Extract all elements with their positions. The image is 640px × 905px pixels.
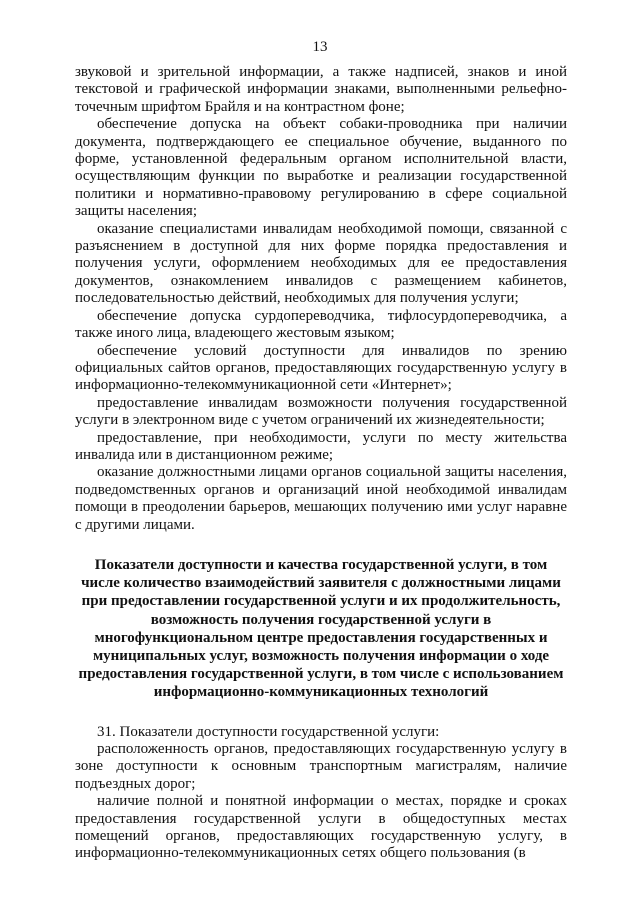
paragraph-guide-dog: обеспечение допуска на объект собаки-проводника при наличии документа, подтверждающего ее специальное обучение, выданного по форме, установленной федеральным органом исполнительной власти, осуществляющим функции по выработке и реализации государственной политики и нормативно-правовому регулированию в сфере социальной защиты населения; xyxy=(75,116,567,220)
paragraph-information: наличие полной и понятной информации о местах, порядке и сроках предоставления государственной услуги в общедоступных местах помещений органов, предоставляющих государственную услугу, в информационно-телекоммуникационных сетях общего пользования (в xyxy=(75,793,567,862)
paragraph-sign-interpreter: обеспечение допуска сурдопереводчика, тифлосурдопереводчика, а также иного лица, владеющего жестовым языком; xyxy=(75,307,567,342)
paragraph-officials-help: оказание должностными лицами органов социальной защиты населения, подведомственных органов и организаций иной необходимой инвалидам помощи в преодолении барьеров, мешающих получению ими услуг наравне с другими лицами. xyxy=(75,464,567,533)
paragraph-website-accessibility: обеспечение условий доступности для инвалидов по зрению официальных сайтов органов, предоставляющих государственную услугу в информационно-телекоммуникационной сети «Интернет»; xyxy=(75,342,567,394)
paragraph-location: расположенность органов, предоставляющих государственную услугу в зоне доступности к основным транспортным магистралям, наличие подъездных дорог; xyxy=(75,741,567,792)
document-body xyxy=(75,64,567,863)
paragraph-item-31: 31. Показатели доступности государственной услуги: xyxy=(97,723,440,740)
paragraph-continuation: звуковой и зрительной информации, а также надписей, знаков и иной текстовой и графической информации знаками, выполненными рельефно-точечным шрифтом Брайля и на контрастном фоне; xyxy=(75,64,567,115)
paragraph-specialist-help: оказание специалистами инвалидам необходимой помощи, связанной с разъяснением в доступной для них форме порядка предоставления и получения услуги, оформлением необходимых для ее предоставления документов, ознакомлением инвалидов с размещением кабинетов, последовательностью действий, необходимых для получения услуги; xyxy=(75,220,567,307)
page-number: 13 xyxy=(312,39,328,55)
section-heading: Показатели доступности и качества государственной услуги, в том числе количество взаимодействий заявителя с должностными лицами при предоставлении государственной услуги и их продолжительность, возможность получения государственной услуги в многофункциональном центре предоставления государственных и муниципальных услуг, возможность получения информации о ходе предоставления государственной услуги, в том числе с использованием информационно-коммуникационных технологий xyxy=(78,556,564,701)
paragraph-remote-service: предоставление, при необходимости, услуги по месту жительства инвалида или в дистанционном режиме; xyxy=(75,429,567,463)
paragraph-electronic-service: предоставление инвалидам возможности получения государственной услуги в электронном виде с учетом ограничений их жизнедеятельности; xyxy=(75,394,567,429)
